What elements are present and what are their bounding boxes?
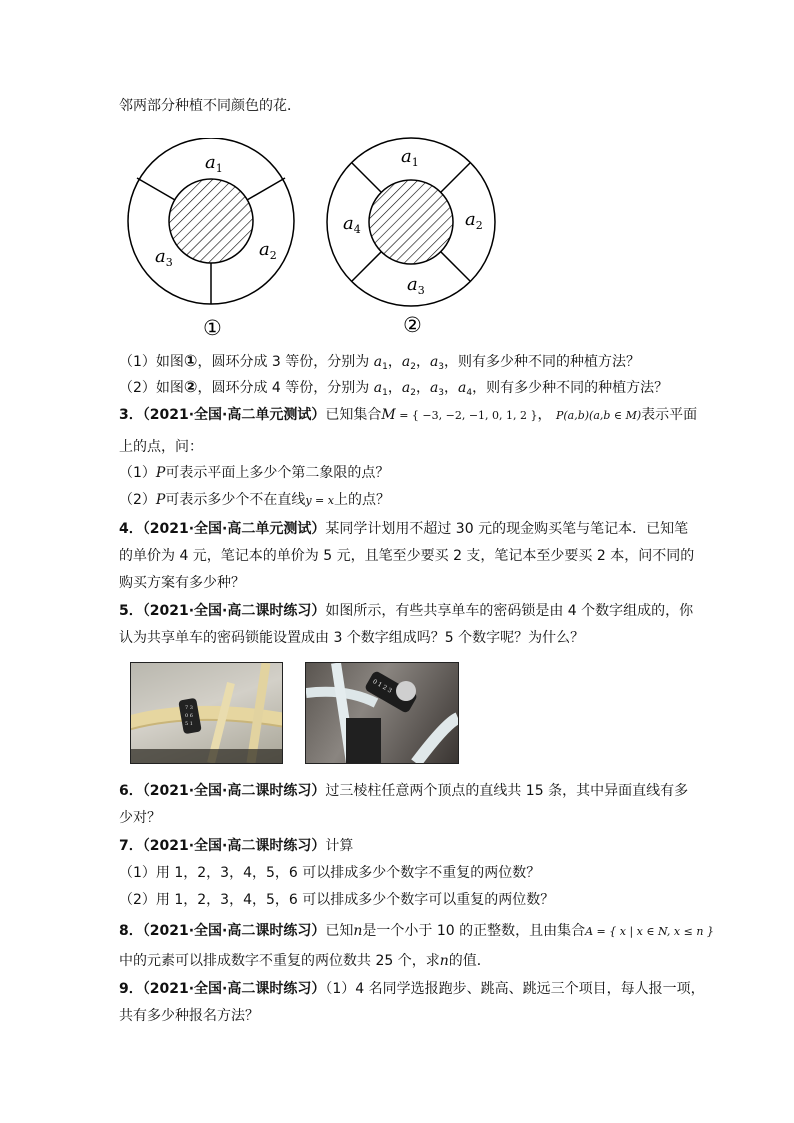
- q4-line1: 4．（2021·全国·高二单元测试）某同学计划用不超过 30 元的现金购买笔与笔记本．已知笔: [119, 521, 689, 537]
- q2-part2: （2）如图②，圆环分成 4 等份，分别为 $a_1$，$a_2$，$a_3$，$a_4$，则有多少种不同的种植方法？: [119, 377, 669, 398]
- q7-line1: 7．（2021·全国·高二课时练习）计算: [119, 838, 354, 854]
- q3-line2: 上的点，问：: [119, 439, 203, 455]
- label-a2: $a_2$: [259, 239, 277, 262]
- svg-text:0 6: 0 6: [185, 713, 193, 719]
- bike-lock-photo-1: [130, 662, 283, 764]
- label-a1: $a_1$: [401, 146, 419, 169]
- ring-figure-2: [325, 134, 505, 338]
- q9-line2: 共有多少种报名方法？: [119, 1008, 259, 1024]
- q3-line1: 3．（2021·全国·高二单元测试）已知集合M = { −3, −2, −1, 0, 1, 2 }， P(a,b)(a,b ∈ M)表示平面: [119, 407, 698, 423]
- figure-caption-1: ①: [203, 316, 222, 340]
- q6-line1: 6．（2021·全国·高二课时练习）过三棱柱任意两个顶点的直线共 15 条，其中异面直线有多: [119, 783, 689, 799]
- label-a2: $a_2$: [465, 209, 483, 232]
- intro-text: 邻两部分种植不同颜色的花．: [119, 98, 301, 114]
- q9-line1: 9．（2021·全国·高二课时练习）（1）4 名同学选报跑步、跳高、跳远三个项目，每人报一项，: [119, 981, 705, 997]
- label-a3: $a_3$: [155, 246, 173, 269]
- q2-part1: （1）如图①，圆环分成 3 等份，分别为 $a_1$，$a_2$，$a_3$，则有多少种不同的种植方法？: [119, 351, 641, 372]
- ring-figure-1: [125, 138, 300, 340]
- svg-text:7 3: 7 3: [185, 705, 193, 711]
- q3-sub2: （2）P可表示多少个不在直线y = x上的点？: [119, 492, 390, 508]
- q4-line3: 购买方案有多少种？: [119, 575, 245, 591]
- q7-sub2: （2）用 1，2，3，4，5，6 可以排成多少个数字可以重复的两位数？: [119, 892, 555, 908]
- q3-sub1: （1）P可表示平面上多少个第二象限的点？: [119, 465, 390, 481]
- label-a3: $a_3$: [407, 274, 425, 297]
- q8-line1: 8．（2021·全国·高二课时练习）已知n是一个小于 10 的正整数，且由集合A = { x | x ∈ N, x ≤ n }: [119, 923, 714, 939]
- svg-text:5 1: 5 1: [185, 721, 193, 727]
- hatched-center: [169, 179, 253, 263]
- q5-line1: 5．（2021·全国·高二课时练习）如图所示，有些共享单车的密码锁是由 4 个数字组成的，你: [119, 603, 694, 619]
- q8-line2: 中的元素可以排成数字不重复的两位数共 25 个，求n的值．: [119, 953, 491, 969]
- q6-line2: 少对？: [119, 810, 161, 826]
- label-a1: $a_1$: [205, 152, 223, 175]
- svg-text:0 1 2 3: 0 1 2 3: [371, 678, 393, 695]
- q5-line2: 认为共享单车的密码锁能设置成由 3 个数字组成吗？5 个数字呢？为什么？: [119, 630, 585, 646]
- bike-lock-photo-2: [305, 662, 459, 764]
- figure-caption-2: ②: [403, 313, 422, 337]
- label-a4: $a_4$: [343, 213, 361, 236]
- q4-line2: 的单价为 4 元，笔记本的单价为 5 元，且笔至少要买 2 支，笔记本至少要买 2 本，问不同的: [119, 548, 695, 564]
- hatched-center: [369, 180, 453, 264]
- q7-sub1: （1）用 1，2，3，4，5，6 可以排成多少个数字不重复的两位数？: [119, 865, 541, 881]
